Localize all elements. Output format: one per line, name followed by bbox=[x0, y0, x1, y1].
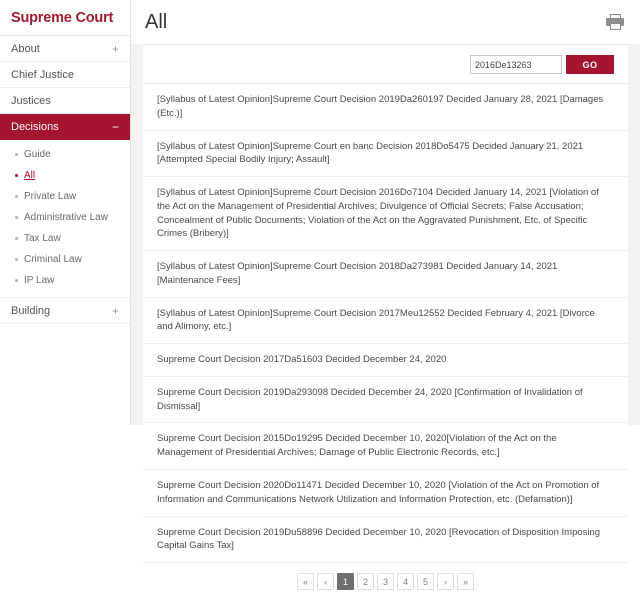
sidebar-item-all[interactable] bbox=[0, 165, 130, 186]
list-item[interactable]: [Syllabus of Latest Opinion]Supreme Court en banc Decision 2018Do5475 Decided January 21, 2021 [Attempted Special Bodily Injury; Assault] bbox=[143, 131, 628, 178]
sidebar-subitem-label: Criminal Law bbox=[24, 254, 82, 265]
list-item[interactable]: [Syllabus of Latest Opinion]Supreme Court Decision 2016Do7104 Decided January 14, 2021 [Violation of the Act on the Management of Presidential Archives; Divulgence of Official Secrets; False Accusation; Concealment of Public Documents; Violation of the Act on the Aggravated Punishment, Etc. of Specific Crimes (Bribery)] bbox=[143, 177, 628, 251]
results-panel bbox=[143, 44, 628, 602]
pagination-page-1[interactable]: 1 bbox=[337, 573, 354, 590]
printer-top bbox=[610, 14, 621, 19]
list-item[interactable]: Supreme Court Decision 2017Da51603 Decided December 24, 2020 bbox=[143, 344, 628, 377]
sidebar-item-label: Decisions bbox=[11, 120, 59, 133]
sidebar-item-guide[interactable] bbox=[0, 144, 130, 165]
minus-icon: − bbox=[111, 119, 119, 134]
sidebar bbox=[0, 0, 131, 425]
pagination-page-2[interactable]: 2 bbox=[357, 573, 374, 590]
sidebar-subitem-label: Guide bbox=[24, 149, 51, 160]
bullet-icon bbox=[15, 216, 18, 219]
printer-icon[interactable] bbox=[606, 14, 624, 30]
bullet-icon bbox=[15, 153, 18, 156]
pagination-last[interactable]: » bbox=[457, 573, 474, 590]
pagination-page-4[interactable]: 4 bbox=[397, 573, 414, 590]
bullet-icon bbox=[15, 258, 18, 261]
sidebar-item-label: Building bbox=[11, 304, 51, 317]
sidebar-item-label: About bbox=[11, 42, 40, 55]
pagination-prev[interactable]: ‹ bbox=[317, 573, 334, 590]
search-input[interactable] bbox=[470, 55, 562, 74]
decisions-submenu bbox=[0, 140, 130, 298]
main-content bbox=[131, 0, 640, 587]
sidebar-item-label: Chief Justice bbox=[11, 68, 74, 81]
bullet-icon bbox=[15, 237, 18, 240]
printer-output bbox=[610, 23, 621, 30]
sidebar-item-criminal-law[interactable] bbox=[0, 249, 130, 270]
plus-icon: + bbox=[111, 303, 119, 318]
sidebar-subitem-label: Administrative Law bbox=[24, 212, 108, 223]
page-header bbox=[131, 0, 640, 44]
bullet-icon bbox=[15, 279, 18, 282]
sidebar-item-chief-justice[interactable] bbox=[0, 62, 130, 88]
sidebar-item-private-law[interactable] bbox=[0, 186, 130, 207]
sidebar-subitem-label: Private Law bbox=[24, 191, 77, 202]
page-title: All bbox=[145, 10, 168, 33]
plus-icon: + bbox=[111, 41, 119, 56]
pagination-page-3[interactable]: 3 bbox=[377, 573, 394, 590]
sidebar-subitem-label: IP Law bbox=[24, 275, 55, 286]
list-item[interactable]: [Syllabus of Latest Opinion]Supreme Court Decision 2018Da273981 Decided January 14, 2021 [Maintenance Fees] bbox=[143, 251, 628, 298]
sidebar-subitem-label: Tax Law bbox=[24, 233, 61, 244]
decision-list bbox=[143, 83, 628, 563]
pagination-page-5[interactable]: 5 bbox=[417, 573, 434, 590]
list-item[interactable]: [Syllabus of Latest Opinion]Supreme Court Decision 2017Meu12552 Decided February 4, 2021 [Divorce and Alimony, etc.] bbox=[143, 298, 628, 345]
sidebar-subitem-label: All bbox=[24, 170, 36, 181]
list-item[interactable]: [Syllabus of Latest Opinion]Supreme Court Decision 2019Da260197 Decided January 28, 2021 [Damages (Etc.)] bbox=[143, 84, 628, 131]
list-item[interactable]: Supreme Court Decision 2020Do11471 Decided December 10, 2020 [Violation of the Act on Promotion of Information and Communications Network Utilization and Information Protection, etc. (Defamation)] bbox=[143, 470, 628, 517]
sidebar-item-about[interactable] bbox=[0, 36, 130, 62]
site-brand[interactable]: Supreme Court bbox=[0, 0, 130, 36]
sidebar-item-label: Justices bbox=[11, 94, 51, 107]
sidebar-item-building[interactable] bbox=[0, 298, 130, 324]
sidebar-item-administrative-law[interactable] bbox=[0, 207, 130, 228]
pagination-next[interactable]: › bbox=[437, 573, 454, 590]
bullet-icon bbox=[15, 174, 18, 177]
sidebar-item-justices[interactable] bbox=[0, 88, 130, 114]
sidebar-item-ip-law[interactable] bbox=[0, 270, 130, 291]
search-bar bbox=[143, 45, 628, 83]
sidebar-item-tax-law[interactable] bbox=[0, 228, 130, 249]
sidebar-item-decisions[interactable] bbox=[0, 114, 130, 140]
pagination bbox=[143, 563, 628, 602]
list-item[interactable]: Supreme Court Decision 2015Do19295 Decided December 10, 2020[Violation of the Act on the Management of Presidential Archives; Damage of Public Electronic Records, etc.] bbox=[143, 423, 628, 470]
pagination-first[interactable]: « bbox=[297, 573, 314, 590]
bullet-icon bbox=[15, 195, 18, 198]
list-item[interactable]: Supreme Court Decision 2019Du58896 Decided December 10, 2020 [Revocation of Disposition Imposing Capital Gains Tax] bbox=[143, 517, 628, 564]
list-item[interactable]: Supreme Court Decision 2019Da293098 Decided December 24, 2020 [Confirmation of Invalidation of Dismissal] bbox=[143, 377, 628, 424]
search-go-button[interactable]: GO bbox=[566, 55, 614, 74]
